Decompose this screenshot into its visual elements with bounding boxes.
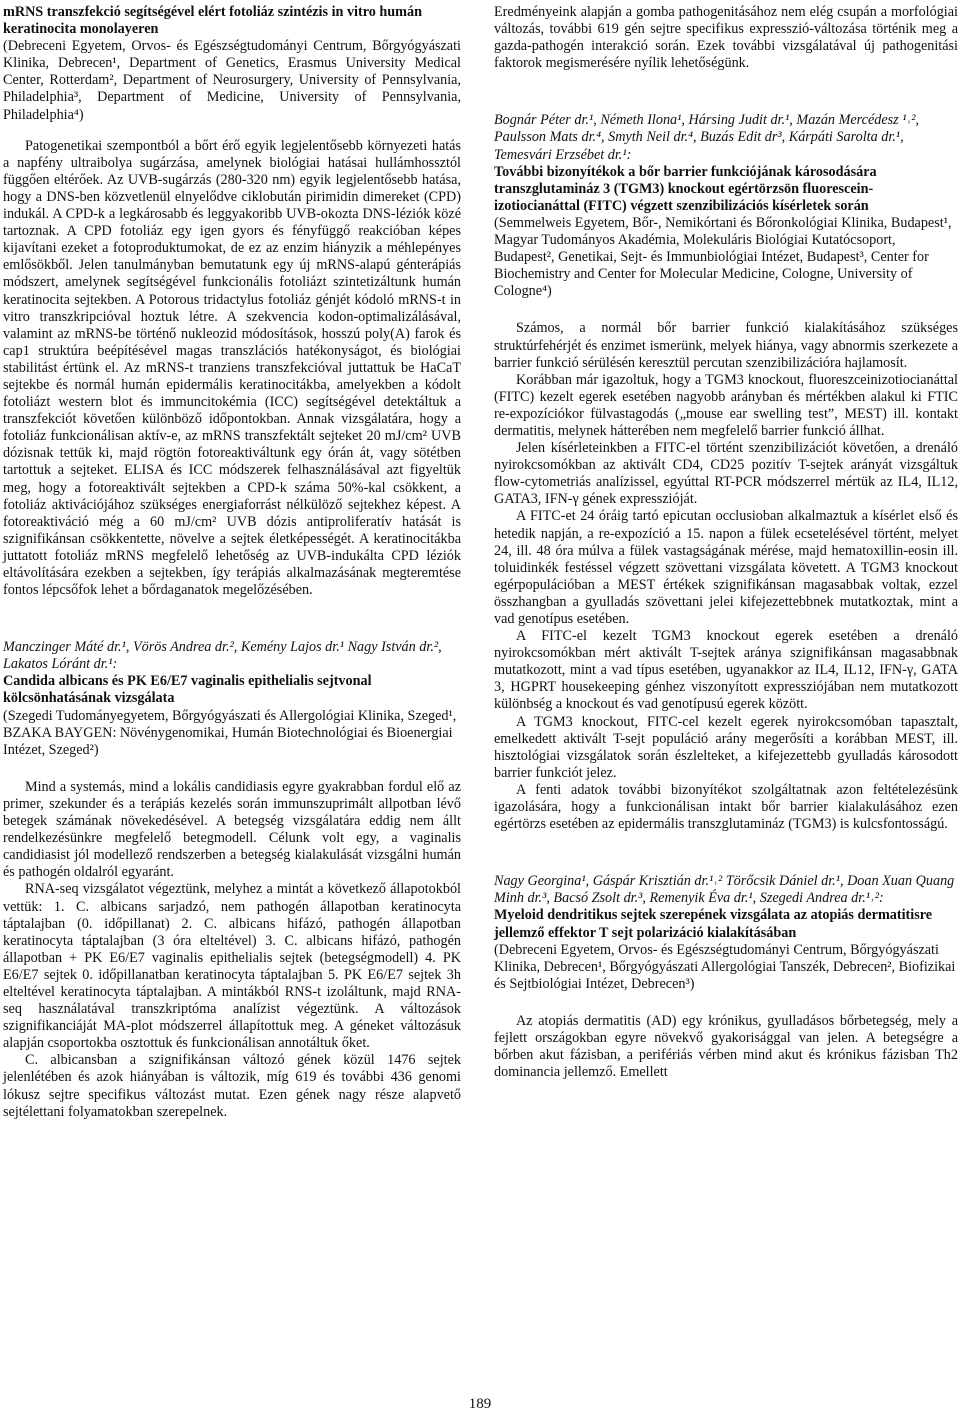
abstract-3-paragraph-7: A fenti adatok további bizonyítékot szolgáltatnak azon feltételezésünk igazolására, hogy a funkcionálisan intakt bőr barrier kialakulásához ezen egértörzs esetében az epidermális transzglutamináz (TGM3) is kulcsfontosságú. [494, 781, 958, 833]
abstract-4-title: Myeloid dendritikus sejtek szerepének vizsgálata az atopiás dermatitisre jellemző effektor T sejt polarizáció kialakításában [494, 907, 933, 941]
abstract-3-paragraph-4: A FITC-et 24 óráig tartó epicutan occlusioban alkalmaztuk a kísérlet első és hetedik napján, a re-expozíció a 15. napon a fülek ecsetelésével történt, melyet 24, ill. 48 óra múlva a fülek vastagságának mérése, majd hematoxillin-eosin ill. toluidinkék festéssel végzett szövettani vizsgálata követett. A TGM3 knockout egérpopulációban a MEST értékek szignifikánsan magasabbak voltak, ezzel összhangban a gyulladás szövettani jelei kifejezettebbnek mutatkoztak, mint a vad genotípus esetében. [494, 508, 958, 627]
left-column [3, 4, 461, 1121]
abstract-2-paragraph-1: Mind a systemás, mind a lokális candidiasis egyre gyakrabban fordul elő az primer, szekunder és a terápiás kezelés során immunszuprimált allpotban lévő betegek számának növekedésével. A betegség vizsgálatára eddig nem állt rendelkezésünkre megfelelő betegmodell. Célunk volt egy, a vaginalis candidiasist jól modellező rendszerben a betegség kialakulását vizsgálni humán és pathogén oldalról egyaránt. [3, 778, 461, 881]
abstract-2-authors: Manczinger Máté dr.¹, Vörös Andrea dr.², Kemény Lajos dr.¹ Nagy István dr.², Lakatos Lóránt dr.¹: [3, 639, 442, 673]
right-column [494, 4, 958, 1081]
abstract-4-paragraph-1: Az atopiás dermatitis (AD) egy krónikus, gyulladásos bőrbetegség, mely a fejlett országokban egyre növekvő gyakorisággal van jelen. A betegségre a bőrben akut fázisban, a perifériás vérben mind akut és krónikus fázisban Th2 dominancia jellemző. Emellett [494, 1012, 958, 1081]
abstract-3-paragraph-2: Korábban már igazoltuk, hogy a TGM3 knockout, fluoreszceinizotiocianáttal (FITC) kezelt egerek esetében nagyobb arányban és mértékben alakul ki FTIC re-expozíciókor fülvastagodás („mouse ear swelling test”, MEST) ill. kontakt dermatitis, melynek hátterében nem megfelelő barrier funkció állhat. [494, 371, 958, 439]
abstract-1-body: Patogenetikai szempontból a bőrt érő egyik legjelentősebb környezeti hatás a napfény ultraibolya sugárzása, amelynek biológiai hatásai hullámhossztól függően eltérőek. Az UVB-sugárzás (280-320 nm) egyik legjelentősebb hatása, hogy a DNS-ben közvetlenül elnyelődve ciklobután pirimidin dimereket (CPD) indukál. A CPD-k a legkárosabb és leggyakoribb UVB-okozta DNS-léziók közé tartoznak. A CPD fotoliáz egy igen gyors és fényfüggő reakcióban képes kijavítani ezeket a fotoproduktumokat, de ez az enzim hiányzik a méhlepényes emlősökből. Jelen tanulmányban bemutatunk egy új mRNS-alapú génterápiás módszert, amelynek segítségével funkcionális fotoliázt szintetizáltunk humán keratinocita sejtekben. A Potorous tridactylus fotoliáz génjét kódoló mRNS-t in vitro transzkripcióval hoztuk létre. A szekvencia kodon-optimalizálásával, valamint az mRNS-be történő nukleozid módosítások, hosszú poly(A) farok és cap1 struktúra beépítésével magas transzlációs hatékonyságot, és biológiai stabilitást értünk el. Az mRNS-t tranziens transzfekcióval juttattuk be HaCaT sejtekbe és normál humán epidermális keratinocitákba, amelyekben a kódolt fotoliázt western blot és immuncitokémia (ICC) segítségével detektáltuk a transzfekciót követően különböző időpontokban. Annak vizsgálatára, hogy a fotoliáz funkcionálisan aktív-e, az mRNS transzfektált sejteket 20 mJ/cm² UVB dózisnak tettük ki, majd rögtön fotoreaktiváltunk egy órán át, vagy sötétben tartottuk a sejteket. ELISA és ICC módszerek felhasználásával azt figyeltük meg, hogy a fotoreaktivált sejtekben a CPD-k száma 50%-kal csökkent, a fotoliáz aktivációjához szükséges energiaforrást nélkülöző sejtekhez képest. A fotoreaktiváció még a 60 mJ/cm² UVB dózis antiproliferatív hatását is szignifikánsan csökkentette, növelve a sejtek életképességét. A keratinocitákba juttatott fotoliáz mRNS megfelelő lehetőség az UVB-indukálta CPD léziók eltávolítására ezekben a sejtekben, így terápiás alkalmazásának megteremtése fontos lépcsőfok lehet a bőrdaganatok megelőzésében. [3, 137, 461, 599]
abstract-2-affiliation: (Szegedi Tudományegyetem, Bőrgyógyászati és Allergológiai Klinika, Szeged¹, BZAKA BAYGEN: Növénygenomikai, Humán Biotechnológiai és Bioenergiai Intézet, Szeged²) [3, 707, 457, 758]
abstract-2-continuation: Eredményeink alapján a gomba pathogenitásához nem elég csupán a morfológiai változás, további 619 gén sejtre specifikus expresszió-változása történik meg a gazda-pathogén interakció során. Ezek további vizsgálatával új pathogenitási faktorok megismerésére nyílik lehetőségünk. [494, 4, 958, 72]
abstract-1-affiliation: (Debreceni Egyetem, Orvos- és Egészségtudományi Centrum, Bőrgyógyászati Klinika, Debrecen¹, Department of Genetics, Erasmus University Medical Center, Rotterdam², Department of Neurosurgery, University of Pennsylvania, Philadelphia³, Department of Medicine, University of Pennsylvania, Philadelphia⁴) [3, 38, 461, 123]
abstract-3-affiliation: (Semmelweis Egyetem, Bőr-, Nemikórtani és Bőronkológiai Klinika, Budapest¹, Magyar Tudományos Akadémia, Molekuláris Biológiai Kutatócsoport, Budapest², Genetikai, Sejt- és Immunbiológiai Intézet, Budapest³, Center for Biochemistry and Center for Molecular Medicine, Cologne, University of Cologne⁴) [494, 214, 952, 300]
abstract-3-paragraph-1: Számos, a normál bőr barrier funkció kialakításához szükséges struktúrfehérjét és enzimet ismerünk, melyek hiánya, vagy abnormis szerkezete a barrier funkció sérülésén keresztül percutan szenzibilizációra hajlamosít. [494, 320, 958, 371]
abstract-4-authors: Nagy Georgina¹, Gáspár Krisztián dr.¹˒² Törőcsik Dániel dr.¹, Doan Xuan Quang Minh dr.³, Bacsó Zsolt dr.³, Remenyik Éva dr.¹, Szegedi Andrea dr.¹˒²: [494, 873, 955, 907]
abstract-3-paragraph-6: A TGM3 knockout, FITC-cel kezelt egerek nyirokcsomóban tapasztalt, emelkedett aktivált T-sejt populáció arány megerősíti a korábban MEST, ill. hisztológiai vizsgálatok során észlelteket, a kifejezettebb gyulladás károsodott barrier funkciót jelez. [494, 713, 958, 781]
abstract-3-authors: Bognár Péter dr.¹, Németh Ilona¹, Hársing Judit dr.¹, Mazán Mercédesz ¹˒², Paulsson Mats dr.⁴, Smyth Neil dr.⁴, Buzás Edit dr³, Kárpáti Sarolta dr.¹, Temesvári Erzsébet dr.¹: [494, 112, 920, 163]
abstract-2-title: Candida albicans és PK E6/E7 vaginalis epithelialis sejtvonal kölcsönhatásának vizsgálata [3, 673, 372, 707]
abstract-3-title: További bizonyítékok a bőr barrier funkciójának károsodására transzglutamináz 3 (TGM3) knockout egértörzsön fluorescein-izotiocianáttal (FITC) végzett szenzibilizációs kísérletek során [494, 163, 877, 214]
abstract-2-paragraph-2: RNA-seq vizsgálatot végeztünk, melyhez a mintát a következő állapotokból vettük: 1. C. albicans sarjadzó, nem pathogén állapotban keratinocyta táptalajban (0. időpillanat) 2. C. albicans hifázó, pathogén állapotban keratinocyta táptalajban (3 óra elteltével) 3. C. albicans hifázó, pathogén állapotban + PK E6/E7 vaginalis epithelialis sejtek (betegségmodell) 4. PK E6/E7 sejtek 0. időpillanatban keratinocyta táptalajban 5. PK E6/E7 sejtek 3h elteltével keratinocyta táptalajban. A mintákból RNS-t izoláltunk, majd RNA-seq használatával transzkriptóma analízist végeztünk. A változások szignifikanciáját MA-plot módszerrel állapítottuk meg. A géneket változásuk alapján csoportokba osztottuk és funkcionálisan annotáltuk őket. [3, 881, 461, 1052]
abstract-1-title: mRNS transzfekció segítségével elért fotoliáz szintézis in vitro humán keratinocita monolayeren [3, 4, 422, 38]
abstract-2-paragraph-3: C. albicansban a szignifikánsan változó gének közül 1476 sejtek jelenlétében és azok hiányában is változik, míg 619 és további 436 genomi lókusz sejtre specifikus változást mutat. Ezen gének nagy része alapvető sejtélettani folyamatokban szerepelnek. [3, 1052, 461, 1120]
abstract-3-paragraph-5: A FITC-el kezelt TGM3 knockout egerek esetében a drenáló nyirokcsomókban mért aktivált T-sejtek aránya szignifikánsan magasabbnak mutatkozott, mint a vad típus esetében, ugyanakkor az IL4, IL12, IFN-γ, GATA 3, HGPRT housekeeping génhez viszonyított expressziójában nem mutatkozott különbség a knockout és vad genotípusú egerek között. [494, 628, 958, 713]
page-number: 189 [468, 1396, 492, 1412]
abstract-4-affiliation: (Debreceni Egyetem, Orvos- és Egészségtudományi Centrum, Bőrgyógyászati Klinika, Debrecen¹, Bőrgyógyászati Allergológiai Tanszék, Debrecen², Biofizikai és Sejtbiológiai Intézet, Debrecen³) [494, 941, 956, 992]
abstract-3-paragraph-3: Jelen kísérleteinkben a FITC-el történt szenzibilizációt követően, a drenáló nyirokcsomókban az aktivált CD4, CD25 pozitív T-sejtek arányát vizsgáltuk flow-cytometriás analízissel, egyúttal RT-PCR módszerrel mértük az IL4, IL12, GATA3, IFN-γ gének expresszióját. [494, 440, 958, 508]
